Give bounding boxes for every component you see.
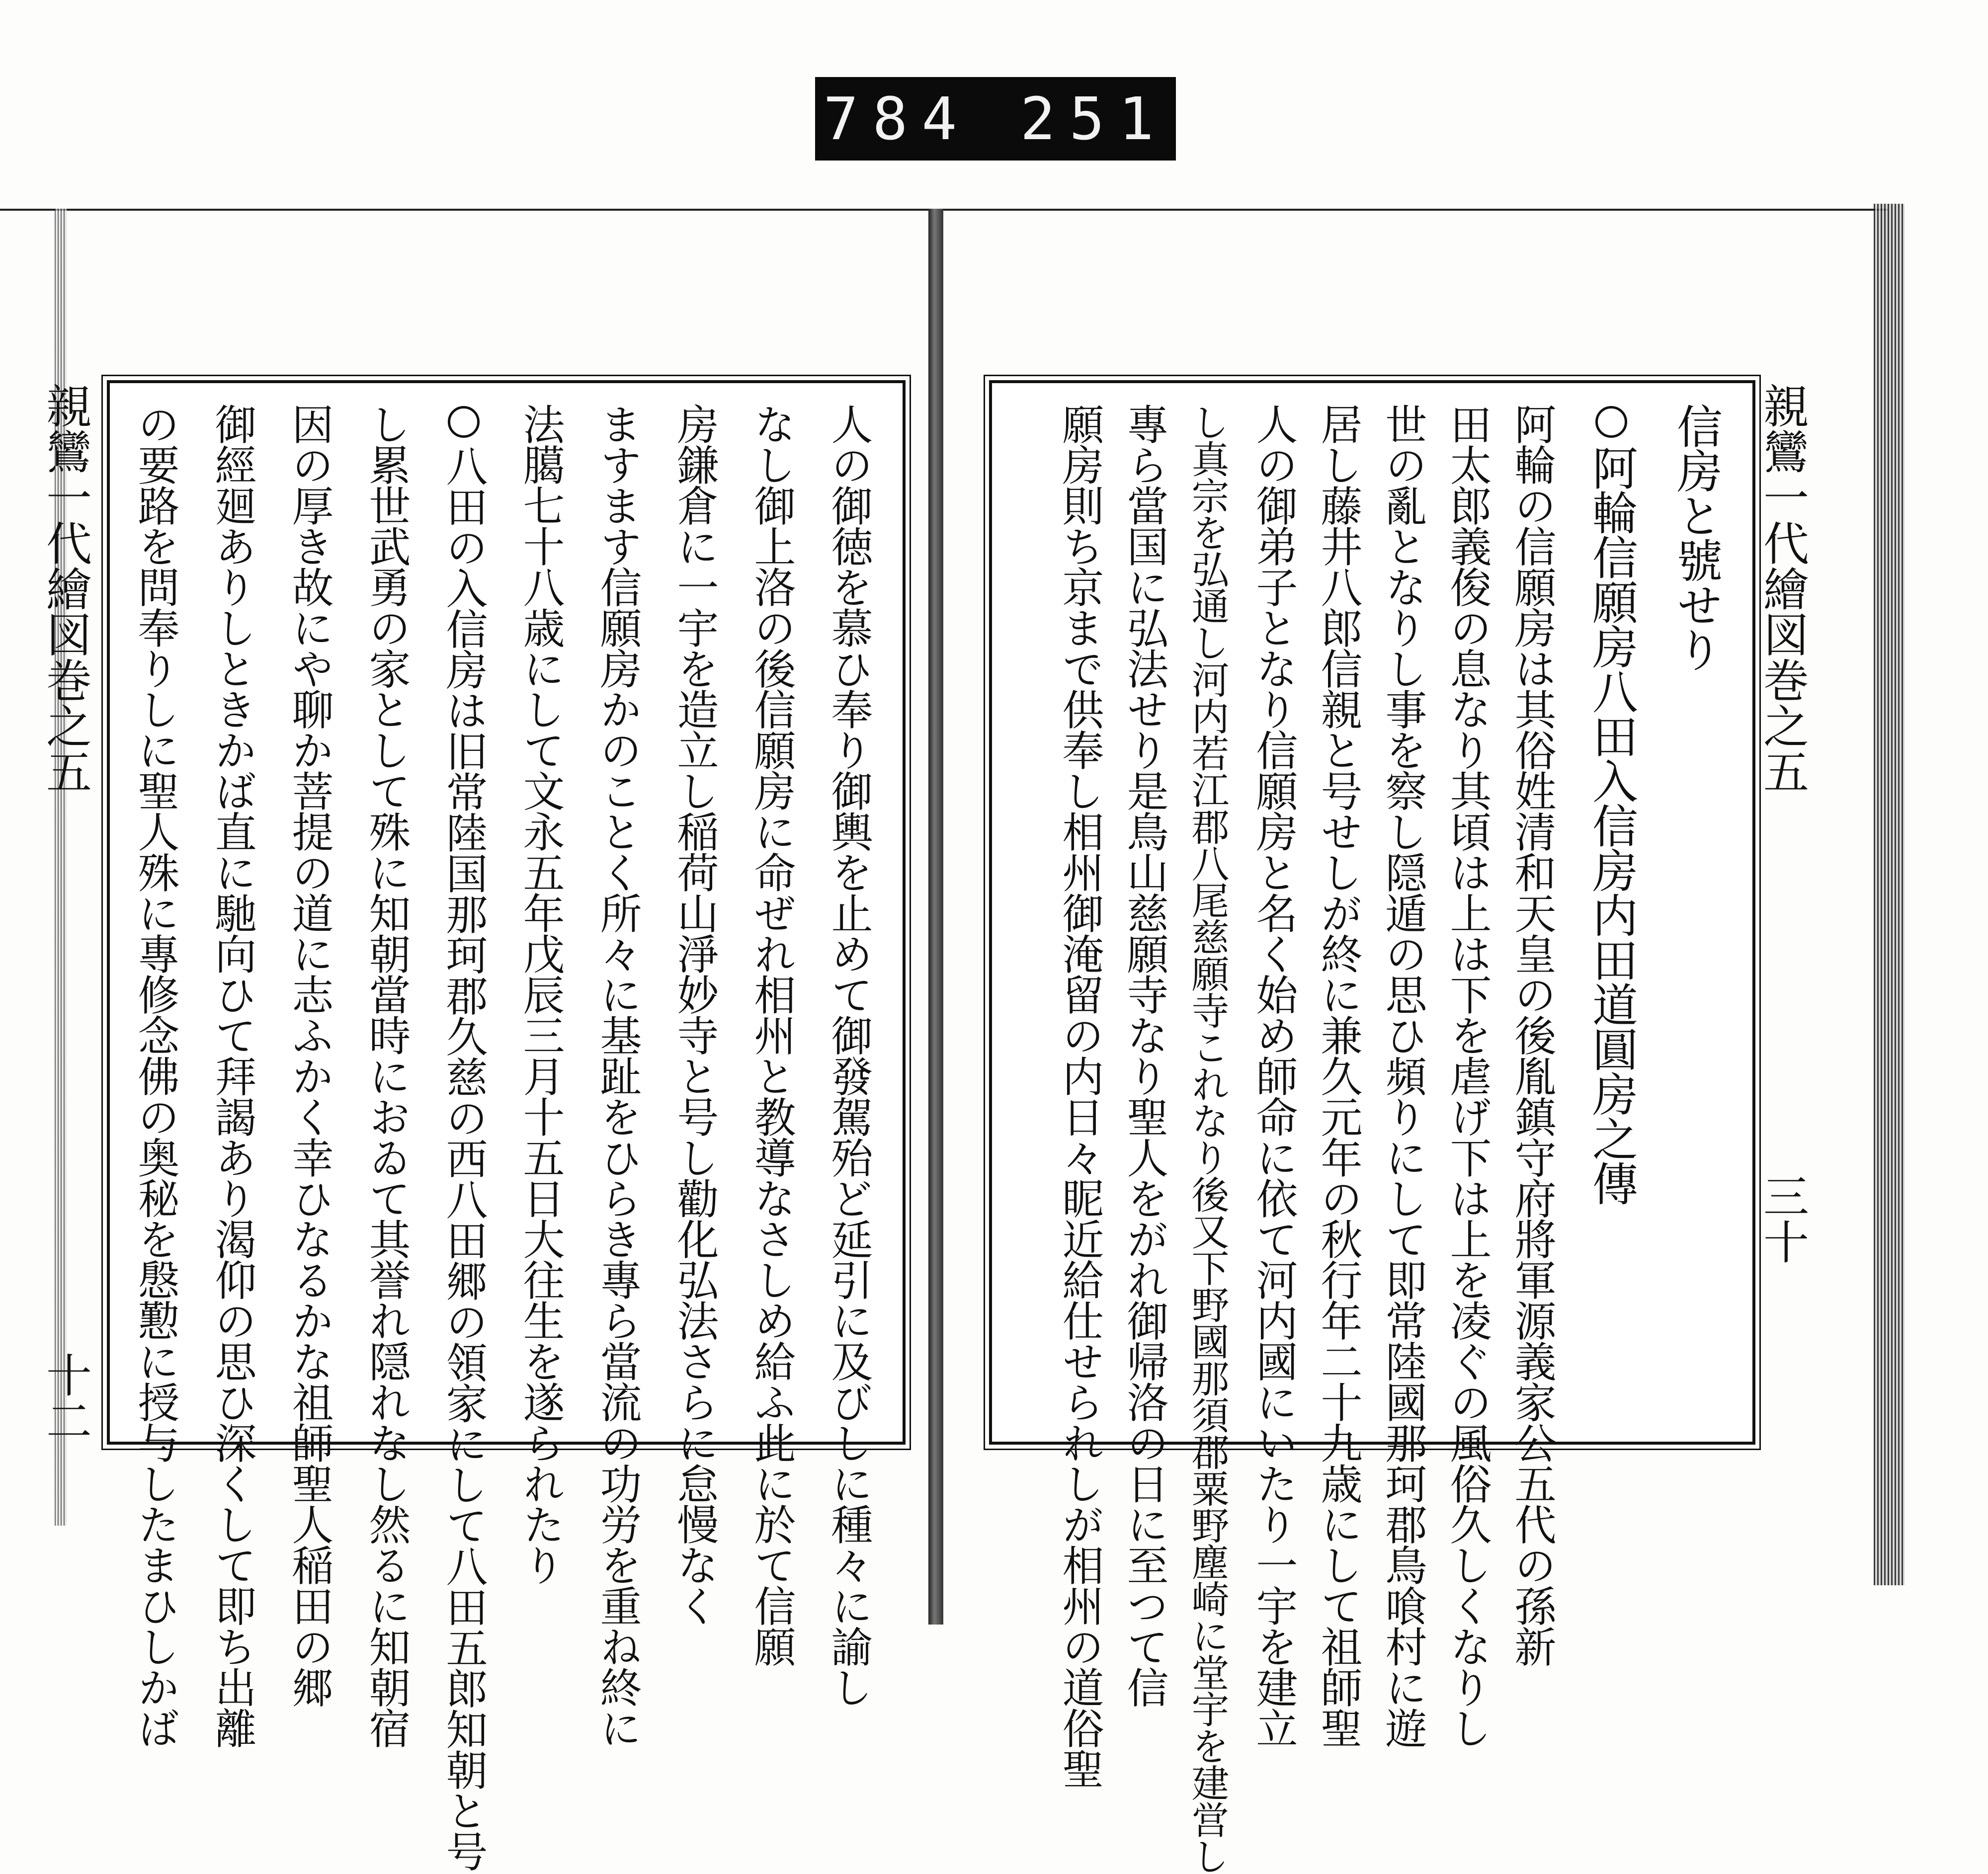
right-subheading <box>1585 403 1638 1422</box>
right-subheading-text: 阿輪信願房八田入信房内田道圓房之傳 <box>1585 445 1638 1205</box>
left-column-7: し累世武勇の家として殊に知朝當時におゐて其誉れ隠れなし然るに知朝宿 <box>362 403 411 1748</box>
right-column-1: 阿輪の信願房は其俗姓清和天皇の後胤鎮守府將軍源義家公五代の孫新 <box>1508 403 1557 1666</box>
left-column-1: 人の御徳を慕ひ奉り御輿を止めて御發駕殆ど延引に及びしに種々に諭し <box>825 403 873 1707</box>
right-column-5: 人の御弟子となり信願房と名く始め師命に依て河内國にいたり一宇を建立 <box>1249 403 1298 1748</box>
top-rule-right <box>943 209 1888 211</box>
top-rule-left <box>0 209 928 211</box>
paragraph-circle-mark <box>448 406 480 438</box>
right-column-8: 願房則ち京まで供奉し相州御淹留の内日々眤近給仕せられしが相州の道俗聖 <box>1056 403 1104 1789</box>
left-page-text-block <box>107 380 906 1871</box>
right-folio: 三十 <box>1756 1173 1809 1264</box>
left-column-4: ますます信願房かのことく所々に基趾をひらき專ら當流の功労を重ね終に <box>593 403 642 1748</box>
frame-number-label: 784 251 <box>815 77 1176 161</box>
right-column-7: 專ら當国に弘法せり是鳥山慈願寺なり聖人をがれ御帰洛の日に至つて信 <box>1120 403 1169 1707</box>
left-column-2: なし御上洛の後信願房に命ぜれ相州と教導なさしめ給ふ此に於て信願 <box>747 403 796 1666</box>
left-column-9: 御經廻ありしときかば直に馳向ひて拜謁あり渴仰の思ひ深くして即ち出離 <box>208 403 257 1748</box>
page-edge-right <box>1874 204 1905 1585</box>
right-column-6: し真宗を弘通し河内若江郡八尾慈願寺これなり後又下野國那須郡粟野塵崎に堂宇を建営し <box>1185 403 1230 1874</box>
left-column-3: 房鎌倉に一宇を造立し稲荷山淨妙寺と号し勸化弘法さらに怠慢なく <box>670 403 719 1626</box>
section-circle-mark <box>1595 406 1627 438</box>
left-column-6 <box>439 403 488 1871</box>
left-folio: 十二 <box>39 1352 92 1443</box>
left-margin-title: 親鸞一代繪図巻之五 <box>39 383 92 794</box>
right-column-4: 居し藤井八郎信親と号せしが終に兼久元年の秋行年二十九歳にして祖師聖 <box>1314 403 1363 1748</box>
right-page-text-block <box>989 380 1755 1874</box>
left-column-10: の要路を問奉りしに聖人殊に專修念佛の奥秘を慇懃に授与したまひしかば <box>131 403 180 1748</box>
right-column-3: 世の亂となりし事を察し隠遁の思ひ頻りにして即常陸國那珂郡鳥喰村に遊 <box>1379 403 1427 1748</box>
book-gutter <box>928 209 943 1625</box>
right-margin-title: 親鸞一代繪図巻之五 <box>1756 383 1809 794</box>
right-column-2: 田太郎義俊の息なり其頃は上は下を虐げ下は上を凌ぐの風俗久しくなりし <box>1443 403 1492 1748</box>
left-column-5: 法臈七十八歳にして文永五年戊辰三月十五日大往生を遂られたり <box>516 403 565 1585</box>
right-heading: 信房と號せり <box>1669 403 1723 671</box>
left-column-6-text: 八田の入信房は旧常陸国那珂郡久慈の西八田郷の領家にして八田五郎知朝と号 <box>439 445 488 1871</box>
left-column-8: 因の厚き故にや聊か菩提の道に志ふかく幸ひなるかな祖師聖人稲田の郷 <box>285 403 334 1707</box>
